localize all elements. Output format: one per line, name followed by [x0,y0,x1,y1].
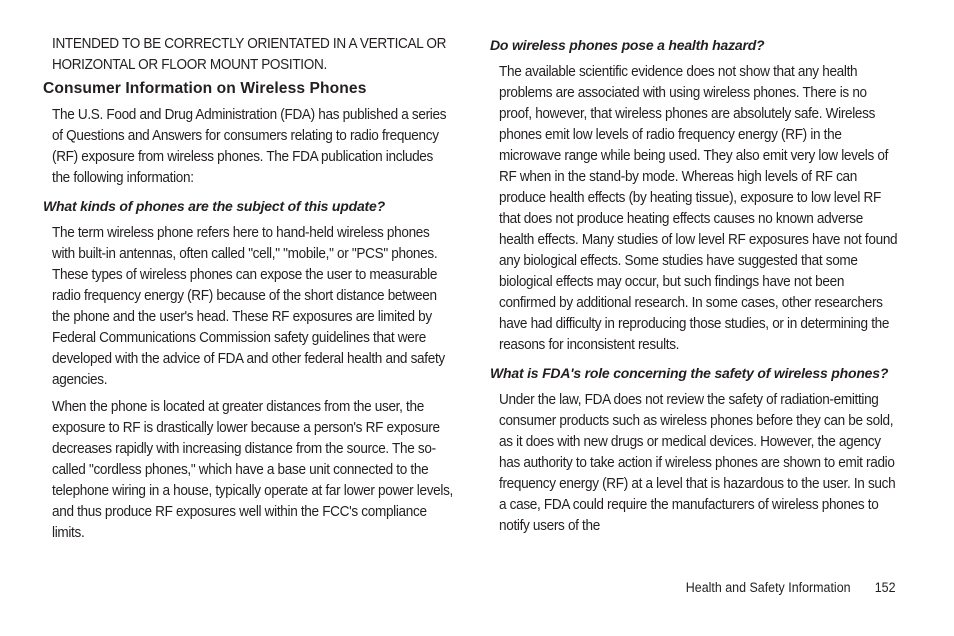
answer-paragraph: The available scientific evidence does not show that any health problems are associated with using wireless phones. There is no proof, however, that wireless phones are absolutely safe. Wireless phones emit low levels of radio frequency energy (RF) in the microwave range while being used. They also emit very low levels of RF when in the stand-by mode. Whereas high levels of RF can produce health effects (by heating tissue), exposure to low level RF that does not produce heating effects causes no known adverse health effects. Many studies of low level RF exposures have not found any biological effects. Some studies have suggested that some biological effects may occur, but such findings have not been confirmed by additional research. In some cases, other researchers have had difficulty in reproducing those studies, or in determining the reasons for inconsistent results. [499,64,898,353]
continuation-text: INTENDED TO BE CORRECTLY ORIENTATED IN A VERTICAL OR HORIZONTAL OR FLOOR MOUNT POSITION. [52,36,447,73]
left-column [43,34,451,550]
question-heading: What kinds of phones are the subject of this update? [43,198,385,214]
answer-paragraph: Under the law, FDA does not review the safety of radiation-emitting consumer products such as wireless phones before they can be sold, as it does with new drugs or medical devices. However, the agency has authority to take action if wireless phones are shown to emit radio frequency energy (RF) at a level that is hazardous to the user. In such a case, FDA could require the manufacturers of wireless phones to notify users of the [499,392,896,534]
answer-paragraph: The term wireless phone refers here to hand-held wireless phones with built-in antennas, often called "cell," "mobile," or "PCS" phones. These types of wireless phones can expose the user to measurable radio frequency energy (RF) because of the short distance between the phone and the user's head. These RF exposures are limited by Federal Communications Commission safety guidelines that were developed with the advice of FDA and other federal health and safety agencies. [52,225,445,388]
question-heading: Do wireless phones pose a health hazard? [490,37,765,53]
footer-section-title: Health and Safety Information [686,580,852,595]
section-title: Consumer Information on Wireless Phones [43,80,367,97]
page-number: 152 [875,580,896,595]
answer-paragraph: When the phone is located at greater distances from the user, the exposure to RF is drastically lower because a person's RF exposure decreases rapidly with increasing distance from the source. The so-called "cordless phones," which have a base unit connected to the telephone wiring in a house, typically operate at far lower power levels, and thus produce RF exposures well within the FCC's compliance limits. [52,399,453,541]
page-footer [686,578,896,598]
question-heading: What is FDA's role concerning the safety of wireless phones? [490,365,889,381]
right-column [490,34,898,543]
intro-paragraph: The U.S. Food and Drug Administration (FDA) has published a series of Questions and Answers for consumers relating to radio frequency (RF) exposure from wireless phones. The FDA publication includes the following information: [52,107,447,186]
